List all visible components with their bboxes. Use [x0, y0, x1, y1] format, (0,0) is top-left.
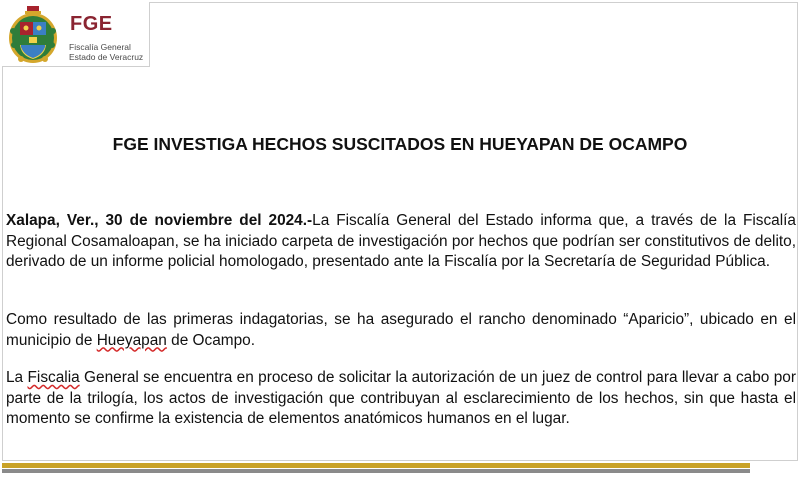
press-release-headline: FGE INVESTIGA HECHOS SUSCITADOS EN HUEYAPAN DE OCAMPO [112, 134, 688, 154]
paragraph-2 [6, 310, 796, 351]
footer-gold-rule [2, 463, 750, 468]
paragraph-1-text: La Fiscalía General del Estado informa que, a través de la Fiscalía Regional Cosamaloapan, se ha iniciado carpeta de investigación por hechos que podrían ser constitutivos de delito, derivado de un informe policial homologado, presentado ante la Fiscalía por la Secretaría de Seguridad Pública. [6, 212, 796, 270]
fge-acronym: FGE [70, 13, 113, 35]
veracruz-seal-icon [6, 5, 60, 65]
fge-name-line1: Fiscalía General [69, 42, 131, 52]
footer-gray-rule [2, 469, 750, 473]
paragraph-1 [6, 211, 796, 273]
header-logo-block [2, 2, 150, 67]
fge-name-line2: Estado de Veracruz [69, 52, 144, 62]
dateline: Xalapa, Ver., 30 de noviembre del 2024.- [6, 212, 313, 229]
paragraph-3-text-a: La [6, 369, 28, 386]
paragraph-2-text-a: Como resultado de las primeras indagatorias, se ha asegurado el rancho denominado “Aparicio”, ubicado en el municipio de [6, 311, 796, 349]
paragraph-3 [6, 368, 796, 430]
spellcheck-word-hueyapan: Hueyapan [96, 331, 167, 349]
paragraph-2-text-b: de Ocampo. [166, 331, 255, 349]
paragraph-3-text-b: General se encuentra en proceso de solicitar la autorización de un juez de control para llevar a cabo por parte de la trilogía, los actos de investigación que contribuyan al esclarecimiento de los hechos, sin que hasta el momento se confirme la existencia de elementos anatómicos humanos en el lugar. [6, 369, 796, 427]
spellcheck-word-fiscalia: Fiscalia [27, 369, 80, 386]
